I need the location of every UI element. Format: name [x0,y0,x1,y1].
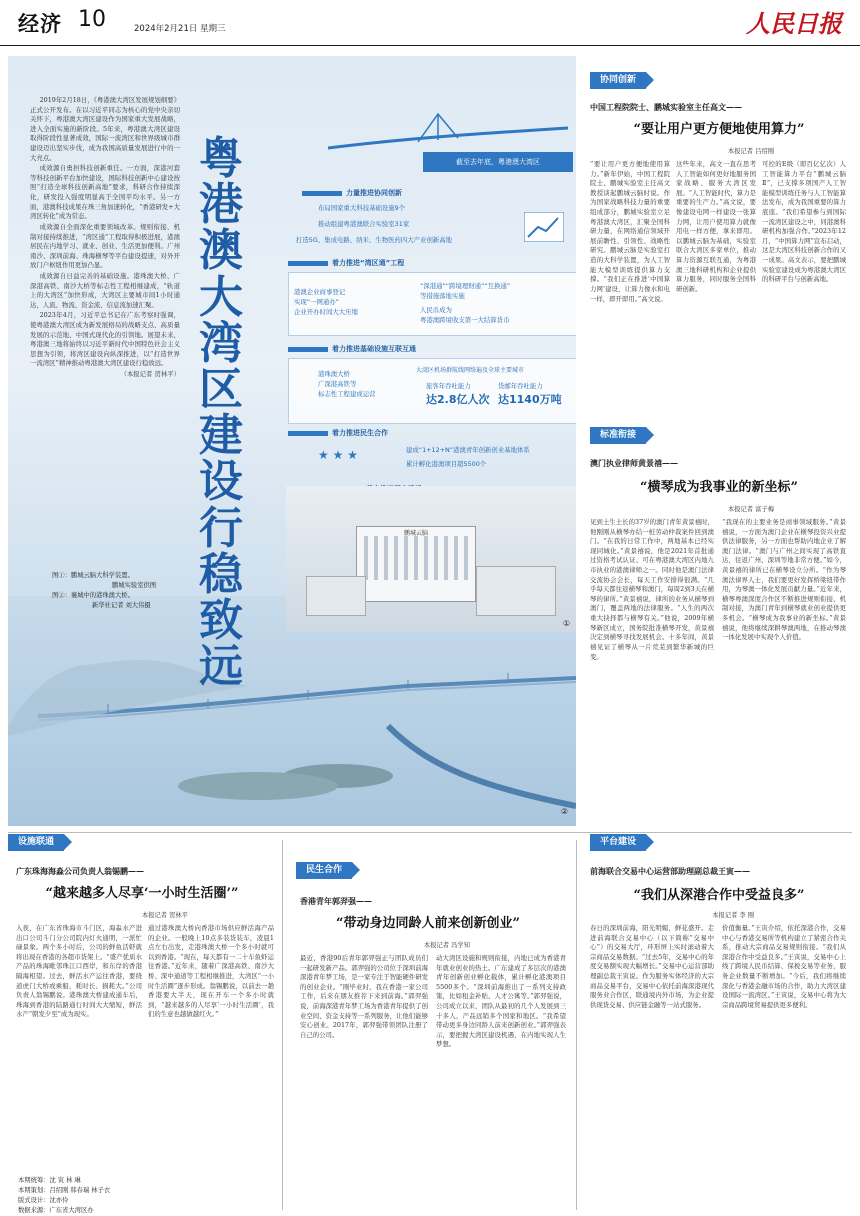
fact-registration: 港澳企业商事登记 [294,288,346,296]
section-tag-innovation: 协同创新 [590,72,646,89]
photo-number-1: ① [562,619,570,628]
caption-1: 图①：鹏城云脑大科学装置。 [52,572,134,579]
article4-byline: 本报记者 冯学知 [423,942,470,949]
fact-passenger-label: 旅客年吞吐能力 [426,382,471,390]
credit-line: 数据来源：广东省大湾区办 [18,1207,94,1215]
article2-byline: 本报记者 富子梅 [727,506,774,513]
infographic [288,116,576,516]
bridge-icon [328,108,568,153]
article3-byline: 本报记者 贺林平 [141,912,188,919]
lead-paragraph: 成效源自全面深化重要领域改革。规则衔接、机制对接持续推进，“湾区通”工程取得积极进展，港澳居民在内地学习、就业、创业、生活更加便利。广州南沙、深圳前海、珠海横琴等平台建设提速，对外开放门户枢纽作用更加凸显。 [30,222,180,270]
photo-caption [52,571,252,611]
divider [8,832,852,833]
article5-col2: 价值衡量。”王寅介绍，依托深港合作，交易中心与香港交易所等机构建立了紧密合作关系，推动大宗商品交易规则衔接。“我们从深港合作中受益良多。”王寅说，交易中心上线了跨境人民币结算、保税交易等业务，服务企业数量不断增加。“今后，我们将继续深化与香港金融市场的合作，助力大湾区建设国际一流湾区。”王寅说，交易中心将为大宗商品跨境贸易提供更多便利。 [722,924,846,1009]
article4-col1: 最近，香港90后青年郭羿强正与团队成员们一起研发新产品。郭羿强的公司位于深圳前海深港青年梦工场，是一家专注于智能硬件研发的创业企业。“刚毕业时，我在香港一家公司工作，后来在朋友推荐下来到前海。”郭羿强说，前海深港青年梦工场为香港青年提供了创业空间、资金支持等一系列服务，让他们能够安心创业。2017年，郭羿强带领团队注册了自己的公司。 [300,954,428,1039]
article1-byline: 本报记者 吕绍刚 [727,148,774,155]
lead-paragraph: 成效源自勇担科技创新重任。一方面，深港河套等科技创新平台加快建设，国际科技创新中心建设按照“打造全球科技创新高地”要求，科研合作持续深化，研发投入强度明显高于全国平均水平。另一方面，港澳科技成果在珠三角加速转化，“香港研发+大湾区转化”成为常态。 [30,164,180,221]
article3-col1: 入夜，在广东省珠海市斗门区，海淼水产进出口公司斗门分公司院内灯火通明，一派忙碌景象。两个多小时后，公司的鲜鱼活虾就将出现在香港的各超市货架上。“盛产优质水产品的珠海毗邻珠江口西岸，和东岸的香港隔海相望。过去，鲜活水产运往香港，要绕道虎门大桥或乘船，耗时长、损耗大。”公司负责人翁锡鹏说。港珠澳大桥建成通车后，珠海到香港的陆路通行时间大大缩短，鲜活水产“朝发夕至”成为现实。 [16,924,142,1019]
caption-1-credit: 鹏城实验室供图 [112,582,157,590]
fact-incubated: 累计孵化港澳项目超5500个 [406,460,487,468]
lead-paragraph: 2023年4月，习近平总书记在广东考察时强调，使粤港澳大湾区成为新发展格局的战略支点、高质量发展的示范地、中国式现代化的引领地。展望未来，粤港澳三地将始终以习近平新时代中国特色社会主义思想为引领，将湾区建设向纵深推进，以“打造世界一流湾区”精神推动粤港澳大湾区建设行稳致远。 [30,311,180,368]
lead-paragraph: 2019年2月18日，《粤港澳大湾区发展规划纲要》正式公开发布。在以习近平同志为核心的党中央亲切关怀下，粤港澳大湾区建设作为国家重大发展战略，进入全面实施的新阶段。5年来，粤港澳大湾区建设取得阶段性显著成效，国际一流湾区和世界级城市群建设迈出坚实步伐，成为我国高质量发展进行中的一大亮点。 [30,96,180,162]
article5-title: “我们从深港合作中受益良多” [633,888,805,903]
article4-col2: 动大湾区设施和规则衔接，内地已成为香港青年就业创业的热土。广东建成了多层次的港澳青年创新创业孵化载体，累计孵化港澳项目5500多个。“深圳前海推出了一系列支持政策，比如租金补贴、人才公寓等。”郭羿强说，公司成立以来，团队从最初的几个人发展到三十多人，产品远销多个国家和地区。“我希望带动更多身边同龄人前来创新创业。”郭羿强表示，要把握大湾区建设机遇，在内地实现人生梦想。 [436,954,566,1049]
fact-cargo-label: 货邮年吞吐能力 [498,382,543,390]
fact-passenger-value: 达2.8亿人次 [426,393,490,406]
article4-title: “带动身边同龄人前来创新创业” [336,916,520,931]
fact-airports: 大湾区机场群航线网络遍及全球主要城市 [416,367,525,374]
info-banner: 截至去年底，粤港澳大湾区 [423,152,573,172]
article2-col1: 见到土生土长的37岁的澳门青年黄景禧时，他刚刚从横琴办结一桩劳动仲裁案件回到澳门。“在我的日常工作中，两地基本已经实现同城化。”黄景禧说，他是2021年首批通过资格考试认证、可在粤港澳大湾区内地九市执业的港澳律师之一。同时他是澳门法律交流协会会长，每天工作安排得很满。“几乎每天都往返横琴和澳门，每周2到3天在横琴的律所。”黄景禧说，律所的业务从横琴到澳门，覆盖两地的法律服务。“人生的两次重大抉择都与横琴有关。”他说，2009年横琴新区成立，国务院批准横琴开发，黄景禧决定到横琴寻找发展机会。十多年间，黄景禧见证了横琴从一片荒芜到繁华新城的巨变。 [590,518,714,661]
caption-2: 图②：襄城中的港珠澳大桥。 [52,592,134,600]
credit-line: 版式设计：沈亦伶 [18,1197,69,1205]
photo-building-label: 鹏城云脑 [404,530,429,537]
column-divider [282,840,283,1210]
article2-col2: “我现在的主要业务是商事领域服务。”黄景禧说，一方面为澳门企业在横琴投资兴业提供法律服务，另一方面也帮助内地企业了解澳门法律。“澳门与广州之间实现了高铁直达，往返广州、深圳等地非常方便。”如今，黄景禧的律所已在横琴设立分所。“作为琴澳法律界人士，我们要更好发挥桥梁纽带作用，为琴澳一体化发展贡献力量。”近年来，横琴粤澳深度合作区不断推进规则衔接、机制对接，为澳门青年到横琴就业创业提供更多机会。“横琴成为我事业的新坐标。”黄景禧说，他将继续深耕琴澳两地，在推动琴澳一体化发展中实现个人价值。 [722,518,846,642]
fact-landmark: 标志性工程建成运营 [318,390,376,398]
fact-rmb: 人民币成为 [420,306,452,314]
article5-subtitle: 前海联合交易中心运营部助理副总裁王寅—— [590,866,750,876]
article3-subtitle: 广东珠海海淼公司负责人翁锡鹏—— [16,866,144,876]
fact-hzmb: 港珠澳大桥 [318,370,350,378]
column-divider [576,840,577,1210]
article5-col1: 春日的深圳前海，阳光明媚，鲜花盛开。走进前海联合交易中心（以下简称“交易中心”）的交易大厅，环形屏上实时滚动着大宗商品交易数据。“过去5年，交易中心的年度交易额实现大幅增长。”交易中心运营部助理副总裁王寅说。作为服务实体经济的大宗商品交易平台，交易中心依托前海深港现代服务业合作区，联通境内外市场，为企业提供现货交易、供应链金融等一站式服务。 [590,924,714,1009]
section-tag-standards: 标准衔接 [590,427,646,444]
page-header [0,0,860,46]
rising-chart-icon [524,212,564,242]
tag-infrastructure: 着力推进基础设施互联互通 [288,344,416,354]
article3-col2: 通过港珠澳大桥向香港市场供应鲜活海产品的企业。一般晚上10点多装货装车，凌晨1点左右出发，走港珠澳大桥一个多小时就可以到香港。“现在，每天都有一二十车鱼虾运往香港。”近年来，随着广深港高铁、南沙大桥、深中通道等工程相继推进，大湾区“一小时生活圈”逐步形成。翁锡鹏说，以前去一趟香港要大半天，现在开车一个多小时就到，“越来越多的人尽享‘一小时生活圈’，我们的生意也越做越红火。” [148,924,274,1019]
hero-title: 粤港澳大湾区建设行稳致远 [199,133,243,693]
newspaper-logo: 人民日报 [746,9,842,38]
page-number: 10 [78,7,106,32]
lead-article [30,96,180,566]
page-credits [18,1176,128,1216]
tag-livelihood: 着力推进民生合作 [288,428,388,438]
hero-graphic [8,56,576,826]
article1-title: “要让用户更方便地使用算力” [633,122,805,137]
tag-innovation: 力量推进协同创新 [302,188,402,198]
article1-subtitle: 中国工程院院士、鹏城实验室主任高文—— [590,102,742,112]
fact-youth-base: 建成“1+12+N”港澳青年创新创业基地体系 [406,446,530,454]
photo-peng-cheng-cloud [286,486,576,632]
section-tag-facility: 设施联通 [8,834,64,851]
fact-startup-time: 企业开办时间大大压缩 [294,308,358,316]
article5-byline: 本报记者 李 刚 [712,912,754,919]
lead-byline: （本报记者 贺林平） [120,370,180,379]
fact-settlement: 粤港澳跨境收支第一大结算货币 [420,316,510,324]
credit-line: 本期策划：吕绍刚 韩春瑞 林子衣 [18,1187,111,1195]
article1-col3: 可控的E级（即百亿亿次）人工智能算力平台“鹏城云脑Ⅱ”，已支撑多项国产人工智能模型训练任务与人工智能算法发布，成为我国重要的算力底座。“我们希望参与到国际一流湾区建设之中，同港澳科研机构加强合作。”2023年12月，“中国算力网”宣布启动，这是大湾区科技创新合作的又一成果。高文表示，要把鹏城实验室建设成为粤港澳大湾区的科研平台与创新高地。 [762,160,846,284]
issue-date: 2024年2月21日 星期三 [134,24,226,34]
article1-col2: 这些年来，高文一直在思考人工智能如何更好地服务国家战略、服务大湾区发展。“人工智能时代，算力是重要的生产力。”高文说，要像建设电网一样建设一张算力网，让用户使用算力就像用电一样方便，拿来即用。以鹏城云脑为基础，实验室联合大湾区多家单位，推动算力资源互联互通，为粤港澳三地科研机构和企业提供算力服务，同时服务全国科研创新。 [676,160,756,293]
fact-highlands: 打造5G、集成电路、纳米、生物医药四大产业创新高地 [296,236,453,244]
fact-connect: “深港通”“跨境理财通”“互换通” [420,282,511,290]
bridge-illustration [8,616,576,826]
lead-paragraph: 成效源自日益完善的基础设施。港珠澳大桥、广深港高铁、南沙大桥等标志性工程相继建成，“轨道上的大湾区”加快形成，大湾区主要城市间1小时通达，人流、物流、资金流、信息流加速汇聚。 [30,271,180,309]
fact-railway: 广深港高铁等 [318,380,357,388]
caption-2-credit: 新华社记者 刘大伟摄 [92,602,151,610]
article4-subtitle: 香港青年郭羿强—— [300,896,372,906]
article2-title: “横琴成为我事业的新坐标” [640,480,798,495]
fact-implement: 等措施落地实施 [420,292,465,300]
star-rating-icon: ★ ★ ★ [318,448,358,462]
article1-col1: “要让用户更方便地使用算力。”新年伊始，中国工程院院士、鹏城实验室主任高文教授谈起鹏城云脑时说。作为国家战略科技力量的重要组成部分，鹏城实验室立足粤港澳大湾区，汇聚全国科研力量，在网络通信领域开展前瞻性、引领性、战略性研究。鹏城云脑是实验室打造的大科学装置，为人工智能大模型训练提供算力支撑。“我们正在推进‘中国算力网’建设，让算力像水和电一样，即开即用。”高文说。 [590,160,670,303]
section-tag-platform: 平台建设 [590,834,646,851]
article2-subtitle: 澳门执业律师黄景禧—— [590,458,678,468]
section-name: 经济 [18,12,62,36]
fact-labs: 推动组建粤港澳联合实验室31家 [318,220,410,228]
section-tag-livelihood: 民生合作 [296,862,352,879]
fact-one-net: 实现“一网通办” [294,298,339,306]
tag-bay-link: 着力推进“湾区通”工程 [288,258,404,268]
credit-line: 本期统筹：沈 寅 林 琳 [18,1177,81,1184]
article3-title: “越来越多人尽享‘一小时生活圈’” [45,886,239,901]
fact-facilities: 布局国家重大科技基础设施9个 [318,204,406,212]
photo-number-2: ② [560,807,568,816]
fact-cargo-value: 达1140万吨 [498,393,562,406]
